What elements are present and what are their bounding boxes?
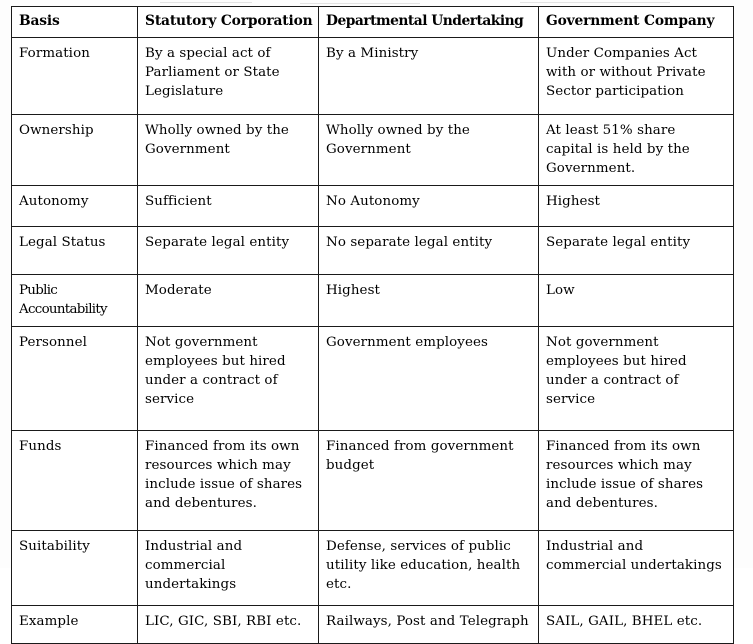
table-row [12, 37, 734, 114]
cell-legal-status-government-company: Separate legal entity [539, 226, 734, 274]
table-row [12, 226, 734, 274]
cell-funds-departmental-undertaking: Financed from government budget [319, 430, 539, 530]
cell-autonomy-departmental-undertaking: No Autonomy [319, 185, 539, 226]
cell-ownership-departmental-undertaking: Wholly owned by the Government [319, 114, 539, 185]
cell-example-government-company: SAIL, GAIL, BHEL etc. [539, 605, 734, 643]
table-header-row [12, 7, 734, 38]
cell-legal-status-statutory-corporation: Separate legal entity [138, 226, 319, 274]
cell-personnel-statutory-corporation: Not government employees but hired under a contract of service [138, 326, 319, 430]
public-enterprises-comparison-table [11, 6, 734, 644]
comparison-table-container [11, 6, 733, 644]
cell-example-statutory-corporation: LIC, GIC, SBI, RBI etc. [138, 605, 319, 643]
cell-public-accountability-statutory-corporation: Moderate [138, 274, 319, 326]
row-label-legal-status: Legal Status [12, 226, 138, 274]
row-label-ownership: Ownership [12, 114, 138, 185]
row-label-personnel: Personnel [12, 326, 138, 430]
cell-suitability-departmental-undertaking: Defense, services of public utility like education, health etc. [319, 530, 539, 605]
table-row [12, 326, 734, 430]
cell-example-departmental-undertaking: Railways, Post and Telegraph [319, 605, 539, 643]
column-header-statutory-corporation: Statutory Corporation [138, 7, 319, 38]
cell-autonomy-statutory-corporation: Sufficient [138, 185, 319, 226]
cell-formation-government-company: Under Companies Act with or without Private Sector participation [539, 37, 734, 114]
cell-public-accountability-departmental-undertaking: Highest [319, 274, 539, 326]
cell-suitability-statutory-corporation: Industrial and commercial undertakings [138, 530, 319, 605]
scan-artifact [520, 2, 670, 3]
row-label-formation: Formation [12, 37, 138, 114]
cell-funds-government-company: Financed from its own resources which may include issue of shares and debentures. [539, 430, 734, 530]
scan-artifact [300, 3, 420, 4]
row-label-suitability: Suitability [12, 530, 138, 605]
row-label-example: Example [12, 605, 138, 643]
cell-public-accountability-government-company: Low [539, 274, 734, 326]
cell-formation-statutory-corporation: By a special act of Parliament or State Legislature [138, 37, 319, 114]
table-row [12, 605, 734, 643]
cell-formation-departmental-undertaking: By a Ministry [319, 37, 539, 114]
row-label-autonomy: Autonomy [12, 185, 138, 226]
cell-legal-status-departmental-undertaking: No separate legal entity [319, 226, 539, 274]
row-label-funds: Funds [12, 430, 138, 530]
table-row [12, 185, 734, 226]
column-header-government-company: Government Company [539, 7, 734, 38]
cell-personnel-departmental-undertaking: Government employees [319, 326, 539, 430]
cell-autonomy-government-company: Highest [539, 185, 734, 226]
table-row [12, 274, 734, 326]
column-header-departmental-undertaking: Departmental Undertaking [319, 7, 539, 38]
cell-ownership-statutory-corporation: Wholly owned by the Government [138, 114, 319, 185]
cell-funds-statutory-corporation: Financed from its own resources which may include issue of shares and debentures. [138, 430, 319, 530]
scan-artifact [160, 2, 252, 3]
row-label-public-accountability: Public Accountability [12, 274, 138, 326]
cell-personnel-government-company: Not government employees but hired under a contract of service [539, 326, 734, 430]
table-row [12, 430, 734, 530]
cell-ownership-government-company: At least 51% share capital is held by the Government. [539, 114, 734, 185]
column-header-basis: Basis [12, 7, 138, 38]
cell-suitability-government-company: Industrial and commercial undertakings [539, 530, 734, 605]
table-row [12, 114, 734, 185]
